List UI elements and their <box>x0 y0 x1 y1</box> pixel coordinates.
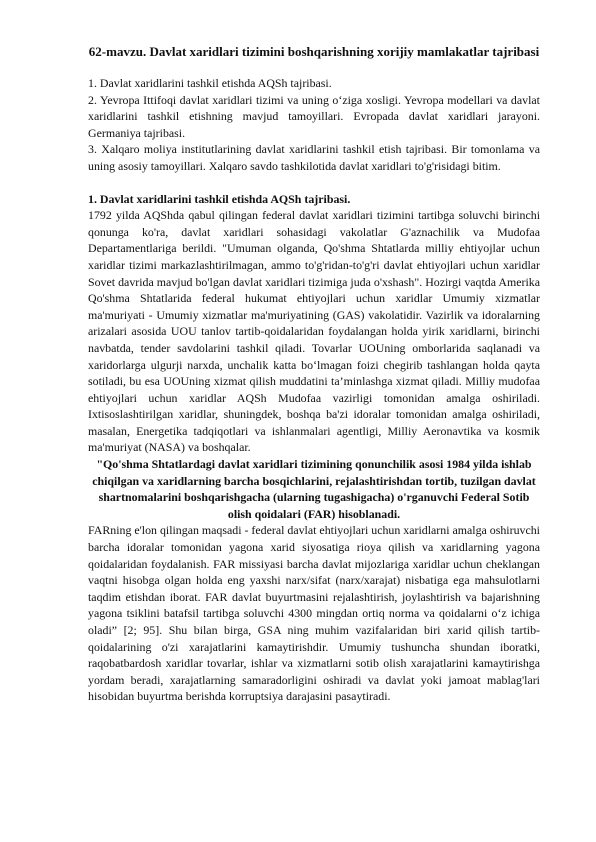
document-title: 62-mavzu. Davlat xaridlari tizimini boshqarishning xorijiy mamlakatlar tajribasi <box>88 44 540 59</box>
outline-item-1: 1. Davlat xaridlarini tashkil etishda AQSh tajribasi. <box>88 76 332 90</box>
spacer <box>88 175 540 191</box>
body-paragraph-1: 1792 yilda AQShda qabul qilingan federal davlat xaridlari tizimini tartibga soluvchi birinchi qonunga ko'ra, davlat xaridlari sohasidagi vakolatlar G'aznachilik va Mudofaa Departamentlariga berildi. "Umuman olganda, Qo'shma Shtatlarda milliy ehtiyojlar uchun xaridlar tizimi markazlashtirilmagan, ammo to'g'ridan-to'g'ri davlat ehtiyojlari uchun xaridlar Sovet davrida mavjud bo'lgan davlat xaridlari tizimiga juda o'xshash". Hozirgi vaqtda Amerika Qo'shma Shtatlarida federal hukumat ehtiyojlari uchun xaridlar Umumiy xizmatlar ma'muriyati - Umumiy xizmatlar ma'muriyatining (GAS) vakolatidir. Vazirlik va idoralarning arizalari asosida UOU tanlov tartib-qoidalaridan foydalangan holda yirik xaridlarni, birinchi navbatda, tender savdolarini tashkil qiladi. Tovarlar UOUning omborlarida saqlanadi va xaridorlarga ulgurji narxda, unchalik katta bo‘lmagan foizi chegirib tashlangan holda qayta sotiladi, bu esa UOUning xizmat qilish muddatini ta’minlashga xizmat qiladi. Milliy mudofaa ehtiyojlari uchun xaridlar AQSh Mudofaa vazirligi tomonidan amalga oshiriladi. Ixtisoslashtirilgan xaridlar, shuningdek, boshqa ba'zi idoralar tomonidan amalga oshiriladi, masalan, Energetika tadqiqotlari va ishlanmalari agentligi, Milliy Aeronavtika va kosmik ma'muriyat (NASA) va boshqalar. <box>88 208 540 455</box>
outline-item-2: 2. Yevropa Ittifoqi davlat xaridlari tizimi va uning o‘ziga xosligi. Yevropa modellari va davlat xaridlarini tashkil etishning mavjud tamoyillari. Evropada davlat xaridlari jarayoni. Germaniya tajribasi. <box>88 92 540 140</box>
body-paragraph-2: FARning e'lon qilingan maqsadi - federal davlat ehtiyojlari uchun xaridlarni amalga oshiruvchi barcha idoralar tomonidan yagona xarid siyosatiga rioya qilish va xaridlarning yagona qoidalaridan foydalanish. FAR missiyasi barcha davlat mijozlariga xaridlar uchun cheklangan vaqtni hisobga olgan holda eng yaxshi narx/sifat (narx/xarajat) nisbatiga ega mahsulotlarni taqdim etishdan iborat. FAR davlat buyurtmasini rejalashtirish, joylashtirish va bajarishning yagona tsiklini batafsil tartibga soluvchi 4300 mingdan ortiq norma va qoidalarni o‘z ichiga oladi” [2; 95]. Shu bilan birga, GSA ning muhim vazifalaridan biri xarid qilish tartib-qoidalarining o'zi xarajatlarini kamaytirishdir. Umumiy tushuncha shundan iboratki, raqobatbardosh xaridlar tovarlar, ishlar va xizmatlarni sotib olish xarajatlarini kamaytirishga yordam beradi, xarajatlarning samaradorligini oshiradi va davlat yoki jamoat mablag'lari hisobidan buyurtma berishda korruptsiya darajasini pasaytiradi. <box>88 523 540 704</box>
outline-item-3: 3. Xalqaro moliya institutlarining davlat xaridlarini tashkil etish tajribasi. Bir tomonlama va uning asosiy tamoyillari. Xalqaro savdo tashkilotida davlat xaridlari to'g'risidagi bitim. <box>88 142 540 173</box>
bold-centered-quote: "Qo'shma Shtatlardagi davlat xaridlari tizimining qonunchilik asosi 1984 yilda ishlab chiqilgan va xaridlarning barcha bosqichlarini, rejalashtirishdan tortib, tuzilgan davlat shartnomalarini boshqarishgacha (ularning tugashigacha) o'rganuvchi Federal Sotib olish qoidalari (FAR) hisoblanadi. <box>92 457 536 521</box>
section-heading: 1. Davlat xaridlarini tashkil etishda AQSh tajribasi. <box>88 191 351 206</box>
topic-outline <box>88 75 540 175</box>
document-page <box>88 43 540 705</box>
